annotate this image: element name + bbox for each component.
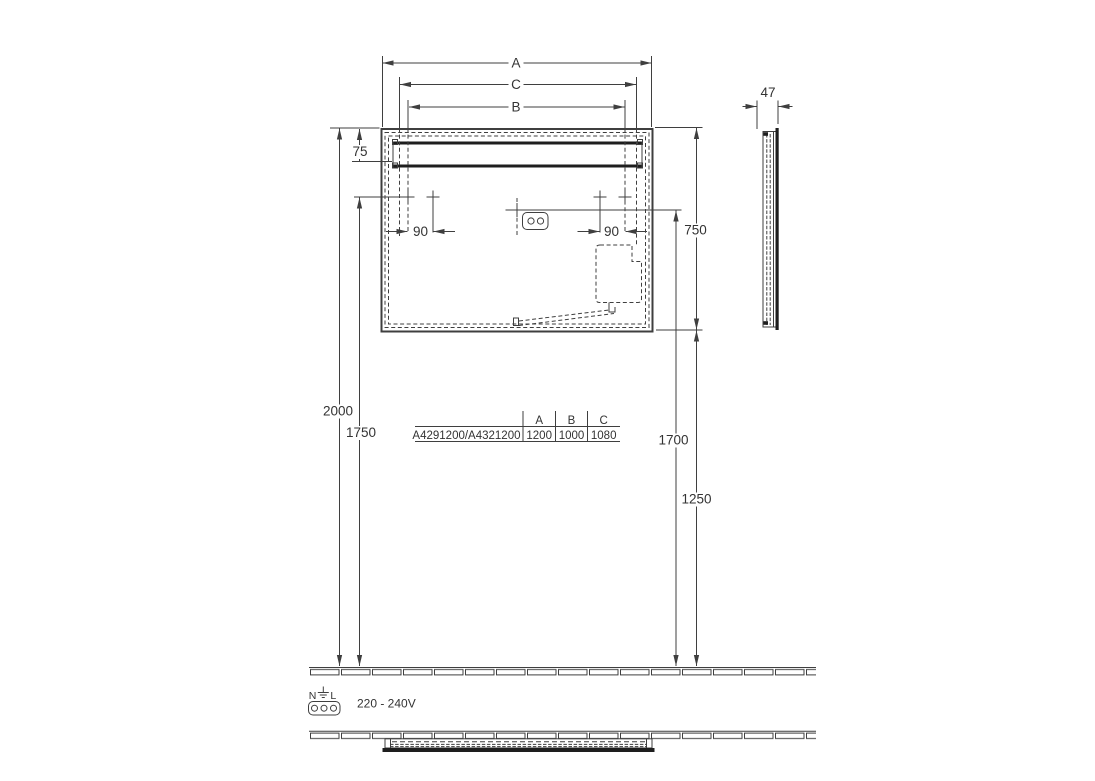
- table-header-c: C: [599, 415, 608, 427]
- table-value-a: 1200: [526, 430, 552, 442]
- earth-ground-icon: [318, 687, 329, 698]
- dim-a: [383, 56, 652, 71]
- dim-75-label: 75: [352, 144, 368, 159]
- housing-clip: [764, 321, 769, 325]
- mirror-plan-view: [383, 739, 655, 752]
- dim-c-label: C: [511, 77, 521, 93]
- dim-2000-label: 2000: [322, 403, 354, 419]
- light-strip: [393, 140, 643, 169]
- dim-1700-label: 1700: [658, 432, 689, 448]
- dim-90-left-label: 90: [412, 224, 429, 240]
- power-connector-icon: [309, 702, 341, 716]
- table-header-a: A: [535, 415, 544, 427]
- housing-profile: [763, 132, 774, 328]
- dim-1700: [657, 211, 691, 667]
- terminal-n-label: N: [308, 690, 317, 702]
- mirror-front-view: [382, 56, 653, 332]
- spec-table: [412, 411, 620, 442]
- dim-a-label: A: [511, 55, 521, 71]
- dim-1750: [344, 198, 378, 667]
- mirror-glass-profile: [776, 128, 779, 330]
- housing-clip: [764, 132, 769, 136]
- dim-750-label: 750: [684, 222, 707, 238]
- mirror-glass-plan: [383, 748, 655, 752]
- dim-75: [351, 129, 370, 161]
- floor-line-lower: [309, 731, 816, 739]
- floor-tiles: [310, 732, 816, 739]
- mirror-side-view: [743, 85, 793, 330]
- dim-90-left: [386, 224, 455, 239]
- dim-b-label: B: [511, 99, 521, 115]
- table-value-c: 1080: [590, 430, 617, 442]
- dim-c: [400, 77, 636, 92]
- right-dimensions: [517, 128, 714, 667]
- voltage-label: 220 - 240V: [357, 696, 416, 711]
- power-cable-route: [514, 310, 615, 326]
- left-dimensions: [321, 128, 403, 666]
- table-model: A4291200/A4321200: [412, 430, 521, 442]
- led-driver-box: [596, 245, 642, 312]
- table-value-b: 1000: [558, 430, 585, 442]
- power-connection: [309, 687, 416, 716]
- terminal-l-label: L: [330, 690, 337, 702]
- floor-line-upper: [309, 668, 816, 676]
- dim-47-label: 47: [760, 85, 776, 100]
- junction-box-icon: [506, 198, 549, 236]
- driver-tab: [609, 303, 615, 313]
- dim-1750-label: 1750: [345, 425, 377, 440]
- floor-tiles: [310, 669, 816, 676]
- dim-2000: [321, 129, 355, 667]
- dim-1250: [680, 331, 714, 667]
- dim-1250-label: 1250: [681, 491, 712, 507]
- dim-b: [409, 100, 625, 115]
- dim-47: [743, 101, 793, 130]
- dim-90-right-label: 90: [603, 224, 620, 240]
- dim-750: [682, 128, 710, 330]
- table-header-b: B: [567, 415, 576, 427]
